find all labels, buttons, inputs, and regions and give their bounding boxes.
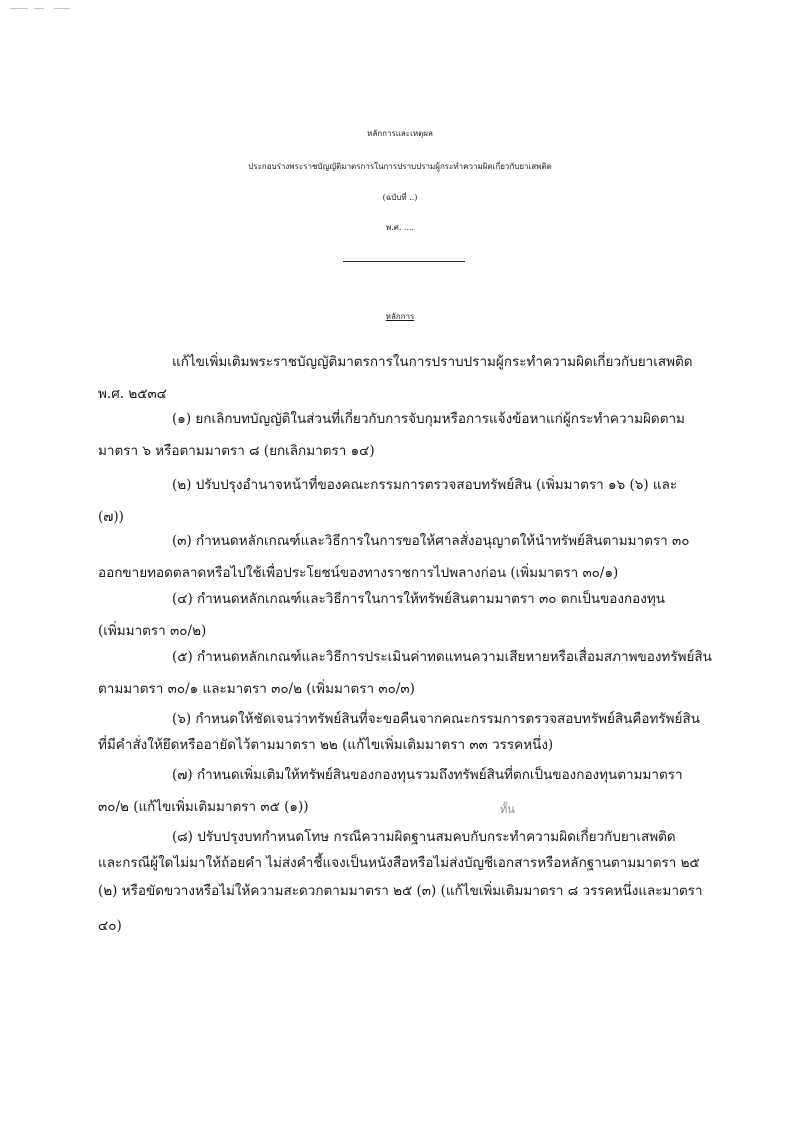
- item-5-line-2: ตามมาตรา ๓๐/๑ และมาตรา ๓๐/๒ (เพิ่มมาตรา ๓๐/๓): [98, 681, 415, 697]
- item-8-line-1: (๘) ปรับปรุงบทกำหนดโทษ กรณีความผิดฐานสมคบกับกระทำความผิดเกี่ยวกับยาเสพติด: [172, 829, 676, 845]
- item-3-line-1: (๓) กำหนดหลักเกณฑ์และวิธีการในการขอให้ศาลสั่งอนุญาตให้นำทรัพย์สินตามมาตรา ๓๐: [172, 533, 690, 549]
- item-2-line-2: (๗)): [98, 509, 124, 525]
- intro-line-2: พ.ศ. ๒๕๓๔: [98, 386, 167, 402]
- item-1-line-2: มาตรา ๖ หรือตามมาตรา ๘ (ยกเลิกมาตรา ๑๔): [98, 443, 375, 459]
- item-8-line-3: (๒) หรือขัดขวางหรือไม่ให้ความสะดวกตามมาตรา ๒๕ (๓) (แก้ไขเพิ่มเติมมาตรา ๘ วรรคหนึ่งและมาตรา: [98, 883, 703, 899]
- item-1-line-1: (๑) ยกเลิกบทบัญญัติในส่วนที่เกี่ยวกับการจับกุมหรือการแจ้งข้อหาแก่ผู้กระทำความผิดตาม: [172, 411, 685, 427]
- marginal-note: ทั้น: [500, 803, 515, 816]
- item-8-line-4: ๔๐): [98, 918, 122, 934]
- title-divider: [343, 261, 465, 262]
- intro-line-1: แก้ไขเพิ่มเติมพระราชบัญญัติมาตรการในการปราบปรามผู้กระทำความผิดเกี่ยวกับยาเสพติด: [172, 354, 693, 370]
- item-4-line-2: (เพิ่มมาตรา ๓๐/๒): [98, 623, 207, 639]
- item-2-line-1: (๒) ปรับปรุงอำนาจหน้าที่ของคณะกรรมการตรวจสอบทรัพย์สิน (เพิ่มมาตรา ๑๖ (๖) และ: [172, 477, 678, 493]
- item-6-line-1: (๖) กำหนดให้ชัดเจนว่าทรัพย์สินที่จะขอคืนจากคณะกรรมการตรวจสอบทรัพย์สินคือทรัพย์สิน: [172, 711, 700, 727]
- document-year: พ.ศ. ....: [385, 223, 415, 232]
- item-7-line-2: ๓๐/๒ (แก้ไขเพิ่มเติมมาตรา ๓๕ (๑)): [98, 799, 309, 815]
- item-3-line-2: ออกขายทอดตลาดหรือไปใช้เพื่อประโยชน์ของทางราชการไปพลางก่อน (เพิ่มมาตรา ๓๐/๑): [98, 565, 619, 581]
- section-heading: หลักการ: [385, 312, 415, 321]
- document-title: หลักการและเหตุผล: [367, 129, 433, 138]
- item-4-line-1: (๔) กำหนดหลักเกณฑ์และวิธีการในการให้ทรัพย์สินตามมาตรา ๓๐ ตกเป็นของกองทุน: [172, 591, 666, 607]
- item-5-line-1: (๕) กำหนดหลักเกณฑ์และวิธีการประเมินค่าทดแทนความเสียหายหรือเสื่อมสภาพของทรัพย์สิน: [172, 649, 712, 665]
- item-6-line-2: ที่มีคำสั่งให้ยึดหรืออายัดไว้ตามมาตรา ๒๒ (แก้ไขเพิ่มเติมมาตรา ๓๓ วรรคหนึ่ง): [98, 737, 554, 753]
- item-8-line-2: และกรณีผู้ใดไม่มาให้ถ้อยคำ ไม่ส่งคำชี้แจงเป็นหนังสือหรือไม่ส่งบัญชีเอกสารหรือหลักฐานตามมาตรา ๒๕: [98, 855, 700, 871]
- scan-artifact: [10, 6, 74, 12]
- item-7-line-1: (๗) กำหนดเพิ่มเติมให้ทรัพย์สินของกองทุนรวมถึงทรัพย์สินที่ตกเป็นของกองทุนตามมาตรา: [172, 767, 683, 783]
- document-subtitle: ประกอบร่างพระราชบัญญัติมาตรการในการปราบปรามผู้กระทำความผิดเกี่ยวกับยาเสพติด: [248, 162, 552, 171]
- document-edition: (ฉบับที่ ..): [382, 193, 418, 202]
